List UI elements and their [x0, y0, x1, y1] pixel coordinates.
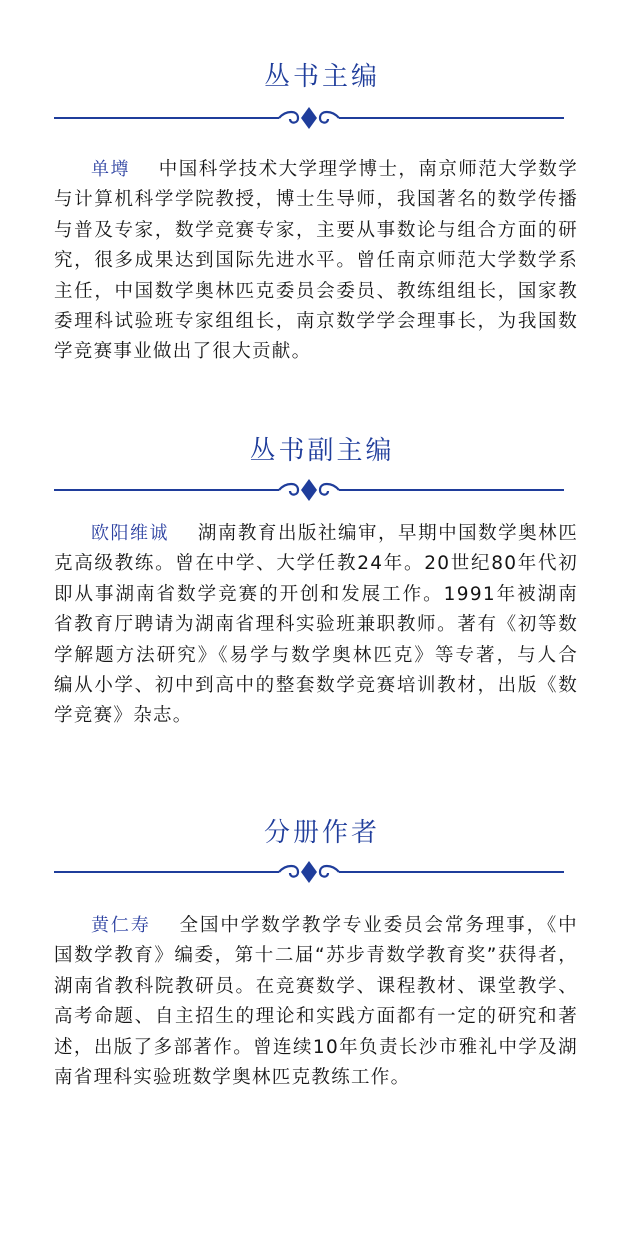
person-name-chief-editor: 单墫: [91, 159, 130, 180]
bio-paragraph-deputy-editor: [54, 519, 578, 732]
divider-ornament: [54, 860, 564, 884]
scroll-ornament-icon: [54, 106, 564, 130]
bio-paragraph-chief-editor: [54, 155, 578, 368]
scroll-ornament-icon: [54, 860, 564, 884]
bio-text-deputy-editor: 湖南教育出版社编审，早期中国数学奥林匹克高级教练。曾在中学、大学任教24年。20世纪80年代初即从事湖南省数学竞赛的开创和发展工作。1991年被湖南省教育厅聘请为湖南省理科实验班兼职教师。著有《初等数学解题方法研究》《易学与数学奥林匹克》等专著，与人合编从小学、初中到高中的整套数学竞赛培训教材，出版《数学竞赛》杂志。: [54, 523, 579, 727]
section-heading-chief-editor: 丛书主编: [263, 62, 380, 92]
divider-ornament: [54, 478, 564, 502]
divider-ornament: [54, 106, 564, 130]
bio-text-chief-editor: 中国科学技术大学理学博士，南京师范大学数学与计算机科学学院教授，博士生导师，我国著名的数学传播与普及专家，数学竞赛专家，主要从事数论与组合方面的研究，很多成果达到国际先进水平。曾任南京师范大学数学系主任，中国数学奥林匹克委员会委员、教练组组长，国家教委理科试验班专家组组长，南京数学学会理事长，为我国数学竞赛事业做出了很大贡献。: [54, 159, 578, 363]
person-name-deputy-editor: 欧阳维诚: [91, 523, 170, 544]
bio-paragraph-volume-author: [54, 911, 578, 1093]
section-heading-volume-author: 分册作者: [263, 818, 380, 848]
person-name-volume-author: 黄仁寿: [91, 915, 151, 936]
scroll-ornament-icon: [54, 478, 564, 502]
section-heading-deputy-editor: 丛书副主编: [249, 436, 395, 466]
bio-text-volume-author: 全国中学数学教学专业委员会常务理事，《中国数学教育》编委，第十二届“苏步青数学教育奖”获得者，湖南省教科院教研员。在竞赛数学、课程教材、课堂教学、高考命题、自主招生的理论和实践方面都有一定的研究和著述，出版了多部著作。曾连续10年负责长沙市雅礼中学及湖南省理科实验班数学奥林匹克教练工作。: [54, 915, 578, 1089]
